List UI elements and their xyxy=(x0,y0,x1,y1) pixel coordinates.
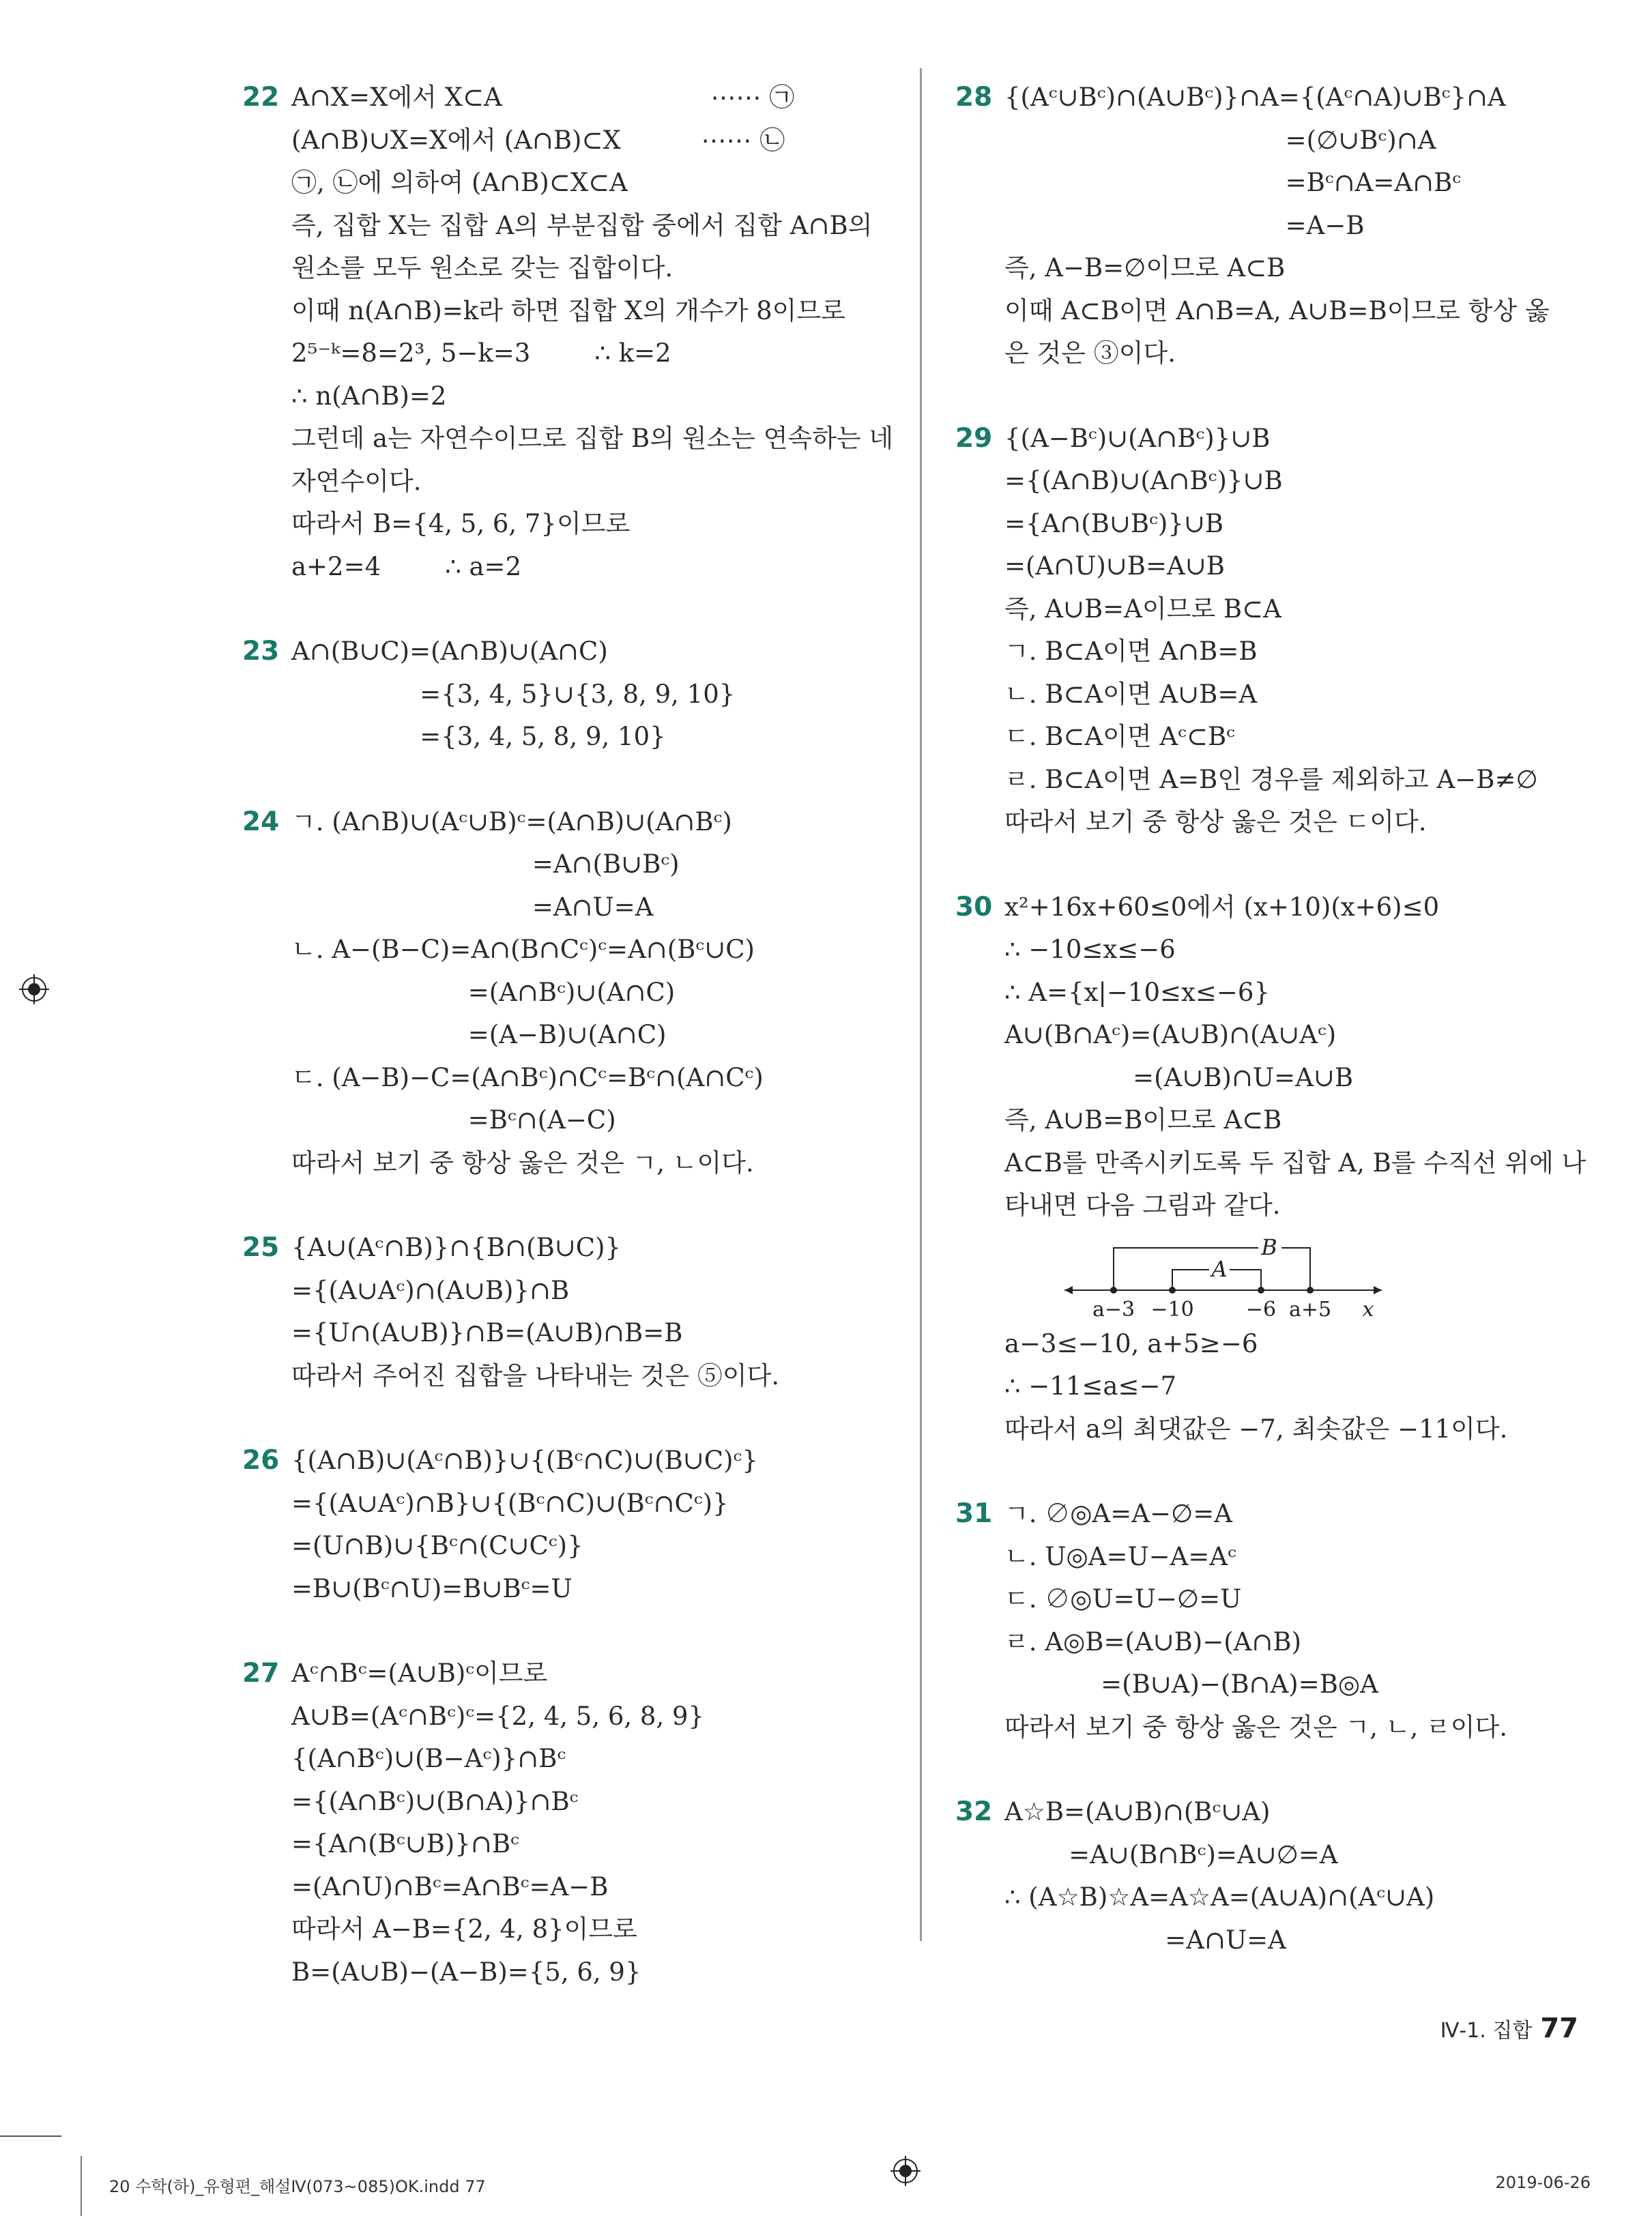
problem-28 xyxy=(955,76,1610,375)
solution-line: A∩(B∪C)=(A∩B)∪(A∩C) xyxy=(291,637,608,666)
footer-date: 2019-06-26 xyxy=(1495,2173,1591,2192)
solution-line: (A∩B)∪X=X에서 (A∩B)⊂X ⋯⋯ ㉡ xyxy=(291,125,785,155)
number-line-figure xyxy=(1058,1227,1399,1323)
axis-label: x xyxy=(1362,1297,1374,1322)
solution-line: A⊂B를 만족시키도록 두 집합 A, B를 수직선 위에 나 xyxy=(1004,1148,1586,1178)
solution-line: ={(A∩B)∪(A∩Bᶜ)}∪B xyxy=(1004,466,1283,495)
solution-body xyxy=(1004,1493,1610,1749)
solution-body xyxy=(1004,886,1610,1451)
solution-line: ㄱ. ∅◎A=A−∅=A xyxy=(1004,1499,1232,1528)
problem-number: 28 xyxy=(955,82,993,113)
problem-23 xyxy=(242,630,897,759)
solution-line: ={(A∩Bᶜ)∪(B∩A)}∩Bᶜ xyxy=(291,1786,579,1816)
solution-line: ={A∩(Bᶜ∪B)}∩Bᶜ xyxy=(291,1829,519,1858)
page-number: 77 xyxy=(1540,2013,1578,2044)
problem-number: 30 xyxy=(955,891,993,922)
solution-body xyxy=(1004,1791,1610,1962)
solution-line: ={U∩(A∪B)}∩B=(A∪B)∩B=B xyxy=(291,1318,683,1347)
problem-25 xyxy=(242,1227,897,1397)
solution-line: 원소를 모두 원소로 갖는 집합이다. xyxy=(291,253,673,282)
problem-27 xyxy=(242,1652,897,1994)
solution-line: ∴ −10≤x≤−6 xyxy=(1004,935,1176,964)
number-line-point xyxy=(1110,1287,1117,1294)
solution-line: =A∩(B∪Bᶜ) xyxy=(291,849,680,879)
solution-line: 따라서 주어진 집합을 나타내는 것은 ⑤이다. xyxy=(291,1360,780,1390)
solution-line: ={(A∪Aᶜ)∩B}∪{(Bᶜ∩C)∪(Bᶜ∩Cᶜ)} xyxy=(291,1488,729,1518)
footer-rule xyxy=(0,2135,61,2137)
problem-31 xyxy=(955,1493,1610,1749)
tick-label: −6 xyxy=(1245,1297,1277,1322)
solution-line: ㄴ. A−(B−C)=A∩(B∩Cᶜ)ᶜ=A∩(Bᶜ∪C) xyxy=(291,935,755,964)
solution-line: ∴ n(A∩B)=2 xyxy=(291,381,447,411)
solution-line: a+2=4 ∴ a=2 xyxy=(291,551,522,581)
solution-body xyxy=(291,1440,897,1610)
problem-32 xyxy=(955,1791,1610,1962)
number-line-point xyxy=(1307,1287,1314,1294)
number-line-point xyxy=(1258,1287,1264,1294)
solution-line: =A∪(B∩Bᶜ)=A∪∅=A xyxy=(1004,1839,1338,1869)
problem-29 xyxy=(955,418,1610,844)
solution-line: =B∪(Bᶜ∩U)=B∪Bᶜ=U xyxy=(291,1573,573,1603)
footer-filename: 20 수학(하)_유형편_해설Ⅳ(073~085)OK.indd 77 xyxy=(109,2177,486,2196)
solution-line: 즉, A−B=∅이므로 A⊂B xyxy=(1004,253,1286,282)
problem-number: 25 xyxy=(242,1232,280,1263)
solution-line: {(Aᶜ∪Bᶜ)∩(A∪Bᶜ)}∩A={(Aᶜ∩A)∪Bᶜ}∩A xyxy=(1004,83,1506,112)
solution-line: ㄷ. (A−B)−C=(A∩Bᶜ)∩Cᶜ=Bᶜ∩(A∩Cᶜ) xyxy=(291,1062,764,1092)
solution-line: 그런데 a는 자연수이므로 집합 B의 원소는 연속하는 네 xyxy=(291,424,894,453)
solution-line: ∴ −11≤a≤−7 xyxy=(1004,1371,1176,1401)
problem-number: 29 xyxy=(955,422,993,454)
solution-line: {(A∩Bᶜ)∪(B−Aᶜ)}∩Bᶜ xyxy=(291,1744,566,1773)
footer-section xyxy=(1440,2013,1578,2044)
solution-line: 이때 A⊂B이면 A∩B=A, A∪B=B이므로 항상 옳 xyxy=(1004,295,1550,325)
solution-line: =(A∩U)∪B=A∪B xyxy=(1004,551,1225,581)
solution-line: =(B∪A)−(B∩A)=B◎A xyxy=(1004,1670,1378,1699)
axis-arrow-right-icon xyxy=(1374,1286,1382,1294)
problem-number: 32 xyxy=(955,1796,993,1827)
solution-line: ={A∩(B∪Bᶜ)}∪B xyxy=(1004,508,1224,538)
solution-line: =(U∩B)∪{Bᶜ∩(C∪Cᶜ)} xyxy=(291,1531,583,1560)
solution-line: =A∩U=A xyxy=(1004,1925,1286,1955)
solution-line: =(A−B)∪(A∩C) xyxy=(291,1020,667,1049)
solution-line: 타내면 다음 그림과 같다. xyxy=(1004,1191,1281,1220)
problem-22 xyxy=(242,76,897,588)
set-b-label: B xyxy=(1261,1234,1277,1260)
solution-line: ㄴ. U◎A=U−A=Aᶜ xyxy=(1004,1541,1236,1571)
section-label: Ⅳ-1. 집합 xyxy=(1440,2019,1533,2043)
solution-line: ㉠, ㉡에 의하여 (A∩B)⊂X⊂A xyxy=(291,168,628,197)
solution-line: =(A∩U)∩Bᶜ=A∩Bᶜ=A−B xyxy=(291,1871,609,1901)
problem-number: 27 xyxy=(242,1658,280,1689)
right-column xyxy=(955,76,1610,2004)
solution-line: 즉, A∪B=A이므로 B⊂A xyxy=(1004,594,1281,624)
solution-line: 따라서 A−B={2, 4, 8}이므로 xyxy=(291,1914,637,1944)
solution-body xyxy=(291,801,897,1185)
solution-line: =Bᶜ∩(A−C) xyxy=(291,1105,616,1135)
solution-body xyxy=(291,1227,897,1397)
problem-number: 24 xyxy=(242,806,280,837)
solution-line: 자연수이다. xyxy=(291,466,422,496)
solution-line: 즉, A∪B=B이므로 A⊂B xyxy=(1004,1105,1282,1135)
solution-line: ㄴ. B⊂A이면 A∪B=A xyxy=(1004,679,1258,709)
solution-line: =A∩U=A xyxy=(291,892,654,922)
tick-label: a−3 xyxy=(1092,1297,1135,1322)
problem-number: 26 xyxy=(242,1445,280,1476)
solution-line: 즉, 집합 X는 집합 A의 부분집합 중에서 집합 A∩B의 xyxy=(291,210,873,240)
solution-line: 은 것은 ③이다. xyxy=(1004,338,1176,368)
registration-mark-icon xyxy=(19,974,49,1004)
solution-line: 따라서 B={4, 5, 6, 7}이므로 xyxy=(291,509,631,538)
solution-line: {(A−Bᶜ)∪(A∩Bᶜ)}∪B xyxy=(1004,423,1271,453)
solution-line: ={3, 4, 5, 8, 9, 10} xyxy=(291,722,666,751)
tick-label: −10 xyxy=(1150,1297,1194,1322)
solution-line: ㄱ. (A∩B)∪(Aᶜ∪B)ᶜ=(A∩B)∪(A∩Bᶜ) xyxy=(291,806,732,836)
solution-line: Aᶜ∩Bᶜ=(A∪B)ᶜ이므로 xyxy=(291,1659,548,1688)
tick-label: a+5 xyxy=(1288,1297,1332,1322)
solution-body xyxy=(291,630,897,759)
solution-line: x²+16x+60≤0에서 (x+10)(x+6)≤0 xyxy=(1004,892,1440,922)
solution-line: ∴ A={x|−10≤x≤−6} xyxy=(1004,977,1270,1007)
solution-line: 2⁵⁻ᵏ=8=2³, 5−k=3 ∴ k=2 xyxy=(291,338,671,368)
solution-line: A∪(B∩Aᶜ)=(A∪B)∩(A∪Aᶜ) xyxy=(1004,1020,1337,1049)
left-column xyxy=(242,76,897,2036)
solution-line: ={(A∪Aᶜ)∩(A∪B)}∩B xyxy=(291,1275,570,1305)
solution-line: =(A∩Bᶜ)∪(A∩C) xyxy=(291,977,676,1007)
solution-line: {A∪(Aᶜ∩B)}∩{B∩(B∪C)} xyxy=(291,1233,622,1262)
axis-arrow-left-icon xyxy=(1064,1286,1073,1294)
solution-body xyxy=(1004,76,1610,375)
solution-line: ㄹ. A◎B=(A∪B)−(A∩B) xyxy=(1004,1627,1302,1657)
registration-mark-bottom-icon xyxy=(890,2156,921,2186)
solution-line: 따라서 a의 최댓값은 −7, 최솟값은 −11이다. xyxy=(1004,1414,1508,1444)
problem-number: 31 xyxy=(955,1498,993,1529)
solution-line: 이때 n(A∩B)=k라 하면 집합 X의 개수가 8이므로 xyxy=(291,295,845,325)
solution-line: ㄹ. B⊂A이면 A=B인 경우를 제외하고 A−B≠∅ xyxy=(1004,764,1538,794)
column-divider xyxy=(920,68,922,1941)
solution-line: ∴ (A☆B)☆A=A☆A=(A∪A)∩(Aᶜ∪A) xyxy=(1004,1882,1435,1912)
solution-line: 따라서 보기 중 항상 옳은 것은 ㄱ, ㄴ, ㄹ이다. xyxy=(1004,1712,1507,1742)
solution-body xyxy=(1004,418,1610,844)
set-a-label: A xyxy=(1211,1255,1228,1282)
problem-26 xyxy=(242,1440,897,1610)
problem-number: 22 xyxy=(242,82,280,113)
problem-30 xyxy=(955,886,1610,1451)
solution-line: A☆B=(A∪B)∩(Bᶜ∪A) xyxy=(1004,1797,1271,1826)
solution-line: ㄷ. B⊂A이면 Aᶜ⊂Bᶜ xyxy=(1004,722,1235,751)
solution-body xyxy=(291,1652,897,1994)
solution-line: =Bᶜ∩A=A∩Bᶜ xyxy=(1004,168,1462,197)
solution-line: =(A∪B)∩U=A∪B xyxy=(1004,1062,1354,1092)
solution-body xyxy=(291,76,897,588)
solution-line: A∩X=X에서 X⊂A ⋯⋯ ㉠ xyxy=(291,83,795,112)
solution-line: =A−B xyxy=(1004,210,1365,240)
solution-line: a−3≤−10, a+5≥−6 xyxy=(1004,1328,1258,1358)
solution-line: B=(A∪B)−(A−B)={5, 6, 9} xyxy=(291,1957,641,1987)
problem-number: 23 xyxy=(242,636,280,667)
solution-line: ㄱ. B⊂A이면 A∩B=B xyxy=(1004,637,1258,666)
solution-line: {(A∩B)∪(Aᶜ∩B)}∪{(Bᶜ∩C)∪(B∪C)ᶜ} xyxy=(291,1446,758,1475)
footer-crop-mark xyxy=(81,2156,82,2216)
number-line-point xyxy=(1169,1287,1176,1294)
solution-line: ㄷ. ∅◎U=U−∅=U xyxy=(1004,1584,1242,1614)
problem-24 xyxy=(242,801,897,1185)
solution-line: =(∅∪Bᶜ)∩A xyxy=(1004,125,1436,155)
solution-line: 따라서 보기 중 항상 옳은 것은 ㄷ이다. xyxy=(1004,807,1427,836)
solution-line: 따라서 보기 중 항상 옳은 것은 ㄱ, ㄴ이다. xyxy=(291,1148,754,1178)
solution-line: ={3, 4, 5}∪{3, 8, 9, 10} xyxy=(291,679,736,709)
solution-line: A∪B=(Aᶜ∩Bᶜ)ᶜ={2, 4, 5, 6, 8, 9} xyxy=(291,1701,705,1731)
